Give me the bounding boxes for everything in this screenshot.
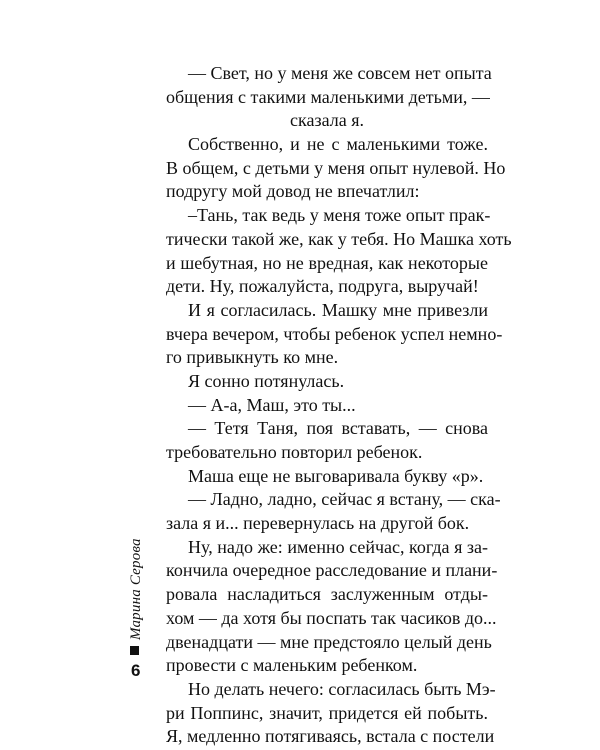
text-line: Ну, надо же: именно сейчас, когда я за- xyxy=(188,536,488,557)
text-line: Маша еще не выговаривала букву «р». xyxy=(188,465,484,486)
text-line: дети. Ну, пожалуйста, подруга, выручай! xyxy=(166,276,479,297)
text-line: кончила очередное расследование и плани- xyxy=(166,560,498,581)
text-line: Но делать нечего: согласилась быть Мэ- xyxy=(188,678,496,699)
text-line: — Свет, но у меня же совсем нет опыта xyxy=(188,63,492,83)
text-line: зала я и... перевернулась на другой бок. xyxy=(166,513,470,534)
text-line: хом — да хотя бы поспать так часиков до... xyxy=(166,607,497,628)
text-line: сказала я. xyxy=(290,110,364,131)
text-line: ри Поппинс, значит, придется ей побыть. xyxy=(166,702,488,723)
text-line: И я согласилась. Машку мне привезли xyxy=(188,299,488,320)
text-line: Я сонно потянулась. xyxy=(188,370,345,391)
text-line: требовательно повторил ребенок. xyxy=(166,442,423,462)
text-line: и шебутная, но не вредная, как некоторые xyxy=(166,252,488,273)
text-line: двенадцати — мне предстояло целый день xyxy=(166,631,492,652)
text-line: –Тань, так ведь у меня тоже опыт прак- xyxy=(188,205,491,226)
text-line: В общем, с детьми у меня опыт нулевой. Но xyxy=(166,157,506,178)
text-line: тически такой же, как у тебя. Но Машка хоть xyxy=(166,228,512,249)
text-line: — Ладно, ладно, сейчас я встану, — ска- xyxy=(188,489,501,510)
text-line: — А-а, Маш, это ты... xyxy=(188,394,356,415)
text-line: подругу мой довод не впечатлил: xyxy=(166,181,420,202)
main-text xyxy=(166,62,512,749)
text-line: общения с такими маленькими детьми, — xyxy=(166,86,490,107)
text-line: го привыкнуть ко мне. xyxy=(166,347,339,368)
text-line: провести с маленьким ребенком. xyxy=(166,655,418,676)
page-number: 6 xyxy=(131,661,141,680)
running-header-author: Марина Серова xyxy=(128,538,144,640)
running-header-marker xyxy=(130,646,139,655)
text-line: вчера вечером, чтобы ребенок успел немно- xyxy=(166,323,503,344)
text-line: ровала насладиться заслуженным отды- xyxy=(166,584,488,605)
text-line: Собственно, и не с маленькими тоже. xyxy=(188,134,488,155)
text-line: Я, медленно потягиваясь, встала с постели xyxy=(166,726,495,747)
text-line: — Тетя Таня, поя вставать, — снова xyxy=(188,418,488,439)
